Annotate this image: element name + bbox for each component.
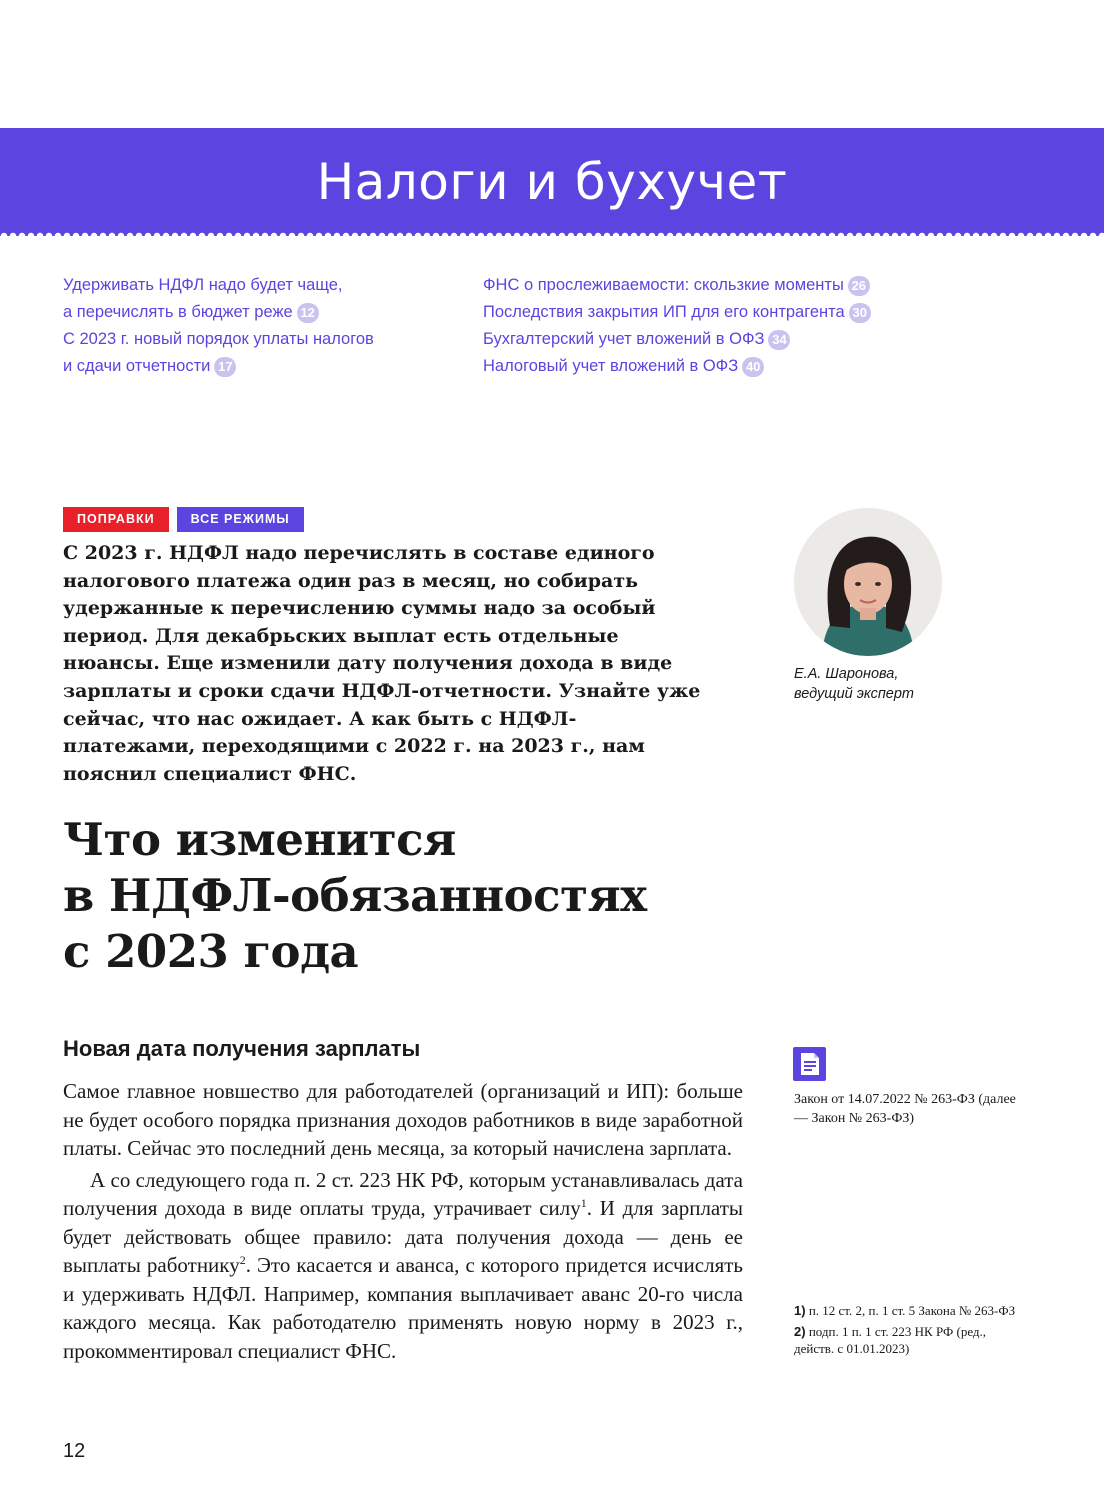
body-paragraph: Самое главное новшество для работодателей (организаций и ИП): больше не будет особого порядка признания доходов работников в виде заработной платы. Сейчас это последний день месяца, за который начислена зарплата. (63, 1079, 743, 1160)
section-subheading: Новая дата получения зарплаты (63, 1036, 421, 1061)
toc-link-line[interactable] (483, 299, 903, 326)
page-number: 12 (63, 1440, 86, 1462)
document-icon (793, 1047, 826, 1081)
toc-link-line[interactable] (63, 326, 443, 353)
lead-paragraph: С 2023 г. НДФЛ надо перечислять в составе единого налогового платежа один раз в месяц, но собирать удержанные к перечислению суммы надо за особый период. Для декабрьских выплат есть отдельные нюансы. Еще изменили дату получения дохода в виде зарплаты и сроки сдачи НДФЛ-отчетности. Узнайте уже сейчас, что нас ожидает. А как быть с НДФЛ-платежами, переходящими с 2022 г. на 2023 г., нам пояснил специалист ФНС. (63, 542, 701, 785)
author-portrait-icon (794, 508, 942, 656)
headline-line: в НДФЛ-обязанностях (63, 869, 647, 922)
tag-all-regimes[interactable]: ВСЕ РЕЖИМЫ (177, 507, 304, 532)
toc-link-line[interactable] (483, 353, 903, 380)
toc-link-text[interactable]: Бухгалтерский учет вложений в ОФЗ (483, 330, 765, 348)
footnote-ref[interactable]: 2 (239, 1253, 246, 1267)
body-text: . И для зарплаты будет действовать общее правило: дата получения дохода — день ее выплаты работнику (63, 1196, 743, 1277)
toc-right (483, 272, 903, 380)
body-paragraph (63, 1166, 743, 1366)
law-reference-note: Закон от 14.07.2022 № 263-ФЗ (далее — Закон № 263-ФЗ) (794, 1092, 1016, 1126)
page-badge[interactable]: 30 (849, 303, 871, 323)
author-caption (794, 664, 1014, 704)
tag-amendments[interactable]: ПОПРАВКИ (63, 507, 169, 532)
page-badge[interactable]: 40 (742, 357, 764, 377)
page-badge[interactable]: 26 (848, 276, 870, 296)
toc-link-line[interactable] (63, 299, 443, 326)
page-badge[interactable]: 12 (297, 303, 319, 323)
headline-line: с 2023 года (63, 925, 359, 978)
footnote-text: п. 12 ст. 2, п. 1 ст. 5 Закона № 263-ФЗ (805, 1303, 1016, 1318)
body-text: А со следующего года п. 2 ст. 223 НК РФ, которым устанавливалась дата получения дохода в виде оплаты труда, утрачивает силу (63, 1167, 743, 1220)
footnote-number: 1) (794, 1303, 806, 1318)
body-text: . Это касается и аванса, с которого придется исчислять и удерживать НДФЛ. Например, компания выплачивает аванс 20-го числа каждого месяца. Как работодателю применять новую норму в 2023 г., прокомментировал специалист ФНС. (63, 1253, 743, 1363)
toc-link-text[interactable]: Последствия закрытия ИП для его контрагента (483, 303, 845, 321)
toc-link-text[interactable]: С 2023 г. новый порядок уплаты налогов (63, 330, 374, 348)
author-photo (794, 508, 942, 656)
author-role: ведущий эксперт (794, 686, 915, 702)
toc-link-text[interactable]: Удерживать НДФЛ надо будет чаще, (63, 276, 343, 294)
footnote-ref[interactable]: 1 (580, 1196, 587, 1210)
footnote-number: 2) (794, 1323, 806, 1339)
section-banner (0, 128, 1104, 236)
author-name: Е.А. Шаронова, (794, 666, 899, 682)
footnote (794, 1302, 1024, 1320)
toc-link-text[interactable]: Налоговый учет вложений в ОФЗ (483, 357, 739, 375)
article-headline (63, 812, 763, 980)
toc-link-text[interactable]: и сдачи отчетности (63, 357, 211, 375)
footnote (794, 1323, 1024, 1358)
toc-link-text[interactable]: а перечислять в бюджет реже (63, 303, 293, 321)
article-body (63, 1077, 743, 1365)
toc-link-line[interactable] (483, 272, 903, 299)
footnotes (794, 1302, 1024, 1361)
page-badge[interactable]: 17 (214, 357, 236, 377)
toc-link-text[interactable]: ФНС о прослеживаемости: скользкие моменты (483, 276, 844, 294)
toc-link-line[interactable] (63, 353, 443, 380)
headline-line: Что изменится (63, 813, 456, 866)
section-title: Налоги и бухучет (316, 153, 788, 211)
tag-list (63, 507, 304, 532)
page-badge[interactable]: 34 (768, 330, 790, 350)
toc-link-line[interactable] (63, 272, 443, 299)
toc-link-line[interactable] (483, 326, 903, 353)
toc-left (63, 272, 443, 380)
footnote-text: подп. 1 п. 1 ст. 223 НК РФ (ред., действ. с 01.01.2023) (794, 1323, 987, 1356)
